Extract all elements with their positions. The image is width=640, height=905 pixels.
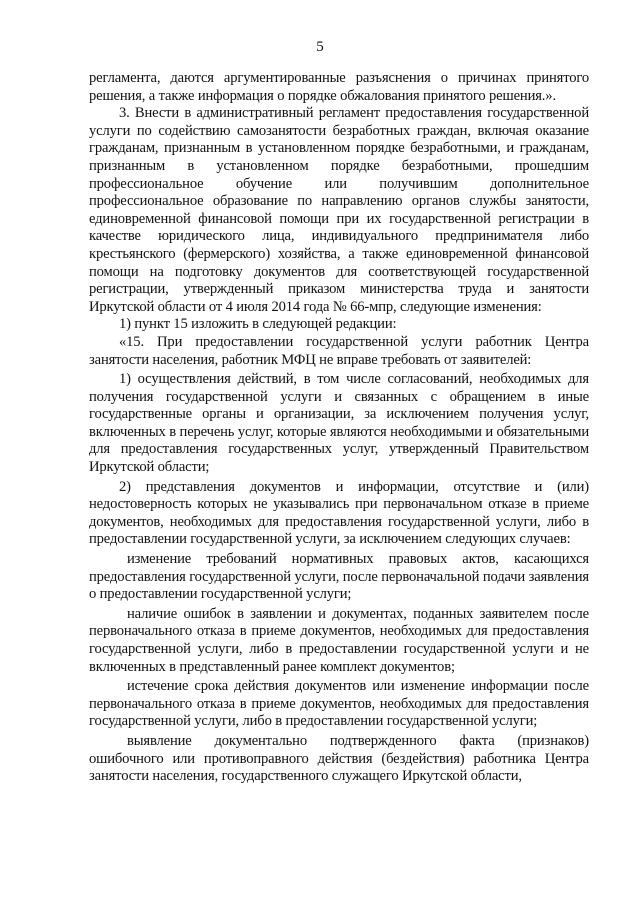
paragraph-case-errors: наличие ошибок в заявлении и документах, поданных заявителем после первоначального отказа в приеме документов, необходимых для предоставления государственной услуги, либо в предоставлении государственной услуги и не включенных в представленный ранее комплект документов; <box>89 605 589 675</box>
document-body <box>89 70 589 786</box>
page-number: 5 <box>316 39 324 55</box>
paragraph-clause-15-2: 2) представления документов и информации, отсутствие и (или) недостоверность которых не указывались при первоначальном отказе в приеме документов, необходимых для предоставления государственной услуги, либо в предоставлении государственной услуги, за исключением следующих случаев: <box>89 478 589 548</box>
paragraph-clause-15-1: 1) осуществления действий, в том числе согласований, необходимых для получения государственной услуги и связанных с обращением в иные государственные органы и организации, за исключением получения услуг, включенных в перечень услуг, которые являются необходимыми и обязательными для предоставления государственных услуг, утвержденный Правительством Иркутской области; <box>89 371 589 476</box>
paragraph-regulation-tail: регламента, даются аргументированные разъяснения о причинах принятого решения, а также информация о порядке обжалования принятого решения.». <box>89 70 589 104</box>
paragraph-case-requirements-change: изменение требований нормативных правовых актов, касающихся предоставления государственной услуги, после первоначальной подачи заявления о предоставлении государственной услуги; <box>89 551 589 603</box>
paragraph-case-misconduct: выявление документально подтвержденного факта (признаков) ошибочного или противоправного действия (бездействия) работника Центра занятости населения, государственного служащего Иркутской области, <box>89 732 589 785</box>
paragraph-case-expiry: истечение срока действия документов или изменение информации после первоначального отказа в приеме документов, необходимых для предоставления государственной услуги, либо в предоставлении государственной услуги; <box>89 678 589 730</box>
paragraph-clause-15: «15. При предоставлении государственной услуги работник Центра занятости населения, работник МФЦ не вправе требовать от заявителей: <box>89 333 589 368</box>
paragraph-subitem-1: 1) пункт 15 изложить в следующей редакции: <box>119 316 397 333</box>
paragraph-item-3: 3. Внести в административный регламент предоставления государственной услуги по содействию самозанятости безработных граждан, включая оказание гражданам, признанным в установленном порядке безработными, и гражданам, признанным в установленном порядке безработными, прошедшим профессиональное обучение или получившим дополнительное профессиональное образование по направлению органов службы занятости, единовременной финансовой помощи при их государственной регистрации в качестве юридического лица, индивидуального предпринимателя либо крестьянского (фермерского) хозяйства, а также единовременной финансовой помощи на подготовку документов для соответствующей государственной регистрации, утвержденный приказом министерства труда и занятости Иркутской области от 4 июля 2014 года № 66-мпр, следующие изменения: <box>89 105 589 315</box>
